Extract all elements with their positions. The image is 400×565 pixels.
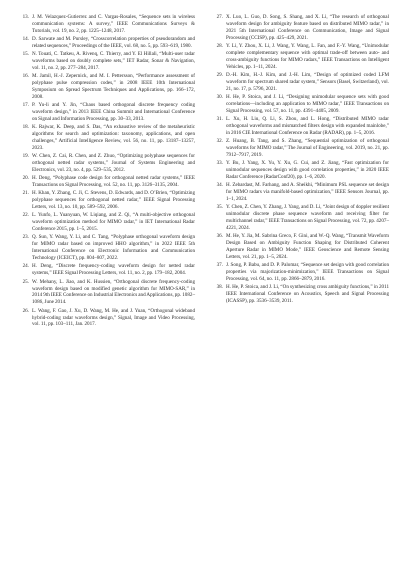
reference-text: N. Touati, C. Tatkeu, A. Rivenq, C. Thierry, and Y. El Hillali, “Multi-user radar waveforms based on doubly complete sets,” IET Radar, Sonar & Navigation, vol. 11, no. 2, pp. 277–284, 2017. [32, 51, 195, 72]
reference-number: 37. [216, 262, 223, 269]
reference-number: 18. [22, 124, 29, 131]
reference-entry [17, 36, 195, 50]
reference-number: 17. [22, 102, 29, 109]
reference-number: 31. [216, 116, 223, 123]
reference-entry [211, 160, 389, 181]
reference-entry [211, 94, 389, 115]
reference-column-left [17, 14, 195, 330]
reference-number: 36. [216, 233, 223, 240]
reference-text: M. Jamil, H.-J. Zepernick, and M. I. Pettersson, “Performance assessment of polyphase pulse compression codes,” in 2008 IEEE 10th International Symposium on Spread Spectrum Techniques and Applications, pp. 166–172, 2008. [32, 73, 195, 101]
reference-number: 21. [22, 190, 29, 197]
reference-text: L. Wang, F. Gao, J. Xu, D. Wang, M. He, and J. Yuan, “Orthogonal wideband hybrid-coding radar waveforms design,” Signal, Image and Video Processing, vol. 11, pp. 103–111, Jan. 2017. [32, 307, 195, 328]
reference-entry [17, 308, 195, 329]
reference-text: P. Yu-li and Y. Jin, “Chaos based orthogonal discrete frequency coding waveform design,” in 2013 IEEE China Summit and International Conference on Signal and Information Processing, pp. 30–33, 2013. [32, 102, 195, 123]
reference-text: D.-H. Kim, H.-J. Kim, and J.-H. Lim, “Design of optimized coded LFM waveform for spectrum shared radar system,” Sensors (Basel, Switzerland), vol. 21, no. 17, p. 5796, 2021. [226, 72, 389, 92]
reference-entry [17, 124, 195, 152]
reference-entry [17, 263, 195, 277]
reference-entry [211, 116, 389, 137]
reference-number: 26. [22, 307, 29, 314]
reference-entry [211, 138, 389, 159]
reference-text: H. Zebardast, M. Farhang, and A. Sheikhi, “Minimum PSL sequence set design for MIMO radars via manifold-based optimization,” IEEE Sensors Journal, pp. 1–1, 2024. [226, 182, 389, 203]
reference-number: 23. [22, 234, 29, 241]
reference-text: Z. Huang, B. Tang, and S. Zhang, “Sequential optimization of orthogonal waveforms for MIMO radar,” The Journal of Engineering, vol. 2019, no. 21, pp. 7912–7917, 2019. [226, 138, 389, 159]
reference-text: W. Chen, Z. Cai, R. Chen, and Z. Zhuo, “Optimizing polyphase sequences for orthogonal netted radar systems,” Journal of Systems Engineering and Electronics, vol. 23, no. 4, pp. 529–535, 2012. [32, 153, 195, 174]
reference-text: H. Khan, Y. Zhang, C. Ji, C. Stevens, D. Edwards, and D. O’Brien, “Optimizing polyphase sequences for orthogonal netted radar,” IEEE Signal Processing Letters, vol. 13, no. 10, pp. 589–592, 2006. [32, 190, 195, 211]
reference-number: 19. [22, 153, 29, 160]
reference-number: 38. [216, 284, 223, 291]
reference-entry [17, 153, 195, 174]
reference-text: D. Sarwate and M. Pursley, “Crosscorrelation properties of pseudorandom and related sequences,” Proceedings of the IEEE, vol. 68, no. 5, pp. 593–619, 1980. [32, 36, 195, 49]
reference-text: Q. Sun, Y. Wang, Y. Li, and C. Tang, “Polyphase orthogonal waveform design for MIMO radar based on improved HHO algorithm,” in 2022 IEEE 5th International Conference on Electronic Information and Communication Technology (ICEICT), pp. 804–807, 2022. [32, 234, 195, 262]
reference-column-right [211, 14, 389, 306]
reference-entry [211, 14, 389, 42]
reference-number: 33. [216, 160, 223, 167]
reference-text: L. Xu, H. Liu, Q. Li, S. Zhou, and L. Hong, “Distributed MIMO radar orthogonal waveforms and mismatched filters design with expanded mainlobe,” in 2016 CIE International Conference on Radar (RADAR), pp. 1–5, 2016. [226, 116, 389, 136]
reference-text: Y. Bu, J. Yang, X. Yu, Y. Xu, G. Cui, and Z. Jiang, “Fast optimization for unimodular sequences design with good correlation properties,” in 2020 IEEE Radar Conference (RadarConf20), pp. 1–6, 2020. [226, 160, 389, 181]
reference-entry [211, 284, 389, 305]
reference-entry [17, 73, 195, 101]
reference-text: K. Rajwar, K. Deep, and S. Das, “An exhaustive review of the metaheuristic algorithms for search and optimization: taxonomy, applications, and open challenges,” Artificial Intelligence Review, vol. 56, no. 11, pp. 13187–13257, 2023. [32, 124, 195, 152]
reference-text: H. Deng, “Discrete frequency-coding waveform design for netted radar systems,” IEEE Signal Processing Letters, vol. 11, no. 2, pp. 179–182, 2004. [32, 263, 195, 277]
reference-entry [17, 102, 195, 123]
reference-number: 29. [216, 72, 223, 78]
reference-number: 14. [22, 36, 29, 43]
reference-entry [211, 72, 389, 93]
reference-text: H. He, P. Stoica, and J. Li, “Designing unimodular sequence sets with good correlations—including an application to MIMO radar,” IEEE Transactions on Signal Processing, vol. 57, no. 11, pp. 4391–4405, 2009. [226, 94, 389, 114]
reference-entry [17, 14, 195, 35]
reference-number: 24. [22, 263, 29, 270]
reference-entry [17, 212, 195, 233]
reference-number: 34. [216, 182, 223, 189]
reference-entry [211, 233, 389, 261]
reference-number: 30. [216, 94, 223, 101]
reference-text: H. He, P. Stoica, and J. Li, “On synthesizing cross ambiguity functions,” in 2011 IEEE International Conference on Acoustics, Speech and Signal Processing (ICASSP), pp. 3536–3539, 2011. [226, 284, 389, 305]
reference-entry [211, 204, 389, 232]
reference-number: 32. [216, 138, 223, 145]
reference-number: 27. [216, 14, 223, 20]
reference-number: 16. [22, 73, 29, 80]
reference-entry [17, 279, 195, 307]
reference-text: W. Mehany, L. Jiao, and K. Hussien, “Orthogonal discrete frequency-coding waveform design based on modified genetic algorithm for MIMO-SAR,” in 2014 9th IEEE Conference on Industrial Electronics and Applications, pp. 1082–1086, June 2014. [32, 278, 195, 306]
reference-number: 20. [22, 175, 29, 182]
reference-entry [211, 182, 389, 203]
reference-text: Y. Chen, Z. Chen, Y. Zhang, J. Yang, and D. Li, “Joint design of doppler resilient unimodular discrete phase sequence waveform and receiving filter for multichannel radar,” IEEE Transactions on Signal Processing, vol. 72, pp. 4207–4221, 2024. [226, 204, 389, 232]
reference-number: 15. [22, 51, 29, 58]
reference-number: 13. [22, 14, 29, 20]
reference-number: 22. [22, 212, 29, 219]
reference-text: J. M. Velazquez-Gutierrez and C. Vargas-Rosales, “Sequence sets in wireless communication systems: A survey,” IEEE Communications Surveys & Tutorials, vol. 19, no. 2, pp. 1225–1248, 2017. [32, 14, 195, 34]
reference-entry [17, 190, 195, 211]
reference-text: Y. Li, Y. Zhou, X. Li, J. Wang, Y. Wang, L. Fan, and F.-Y. Wang, “Unimodular complete complementary sequence with optimal trade-off between auto- and cross-ambiguity functions for MIMO radars,” IEEE Transactions on Intelligent Vehicles, pp. 1–11, 2024. [226, 43, 389, 70]
reference-number: 35. [216, 204, 223, 211]
reference-text: H. Deng, “Polyphase code design for orthogonal netted radar systems,” IEEE Transactions on Signal Processing, vol. 52, no. 11, pp. 3126–3135, 2004. [32, 175, 195, 189]
reference-number: 25. [22, 278, 29, 285]
reference-entry [211, 262, 389, 283]
reference-text: M. He, Y. Jia, M. Sabrina Greco, F. Gini, and W.-Q. Wang, “Transmit Waveform Design Based on Ambiguity Function Shaping for Distributed Coherent Aperture Radar in MIMO Mode,” IEEE Geoscience and Remote Sensing Letters, vol. 21, pp. 1–5, 2024. [226, 233, 389, 261]
reference-text: X. Luo, L. Guo, D. Song, S. Shang, and X. Li, “The research of orthogonal waveform design for ambiguity feature based on distributed MIMO radar,” in 2021 5th International Conference on Communication, Image and Signal Processing (CCISP), pp. 425–429, 2021. [226, 14, 389, 41]
reference-entry [17, 234, 195, 262]
reference-text: L. Yunfo, L. Yuanyuan, W. Liqiang, and Z. Qi, “A multi-objective orthogonal waveform optimization method for MIMO radar,” in IET International Radar Conference 2015, pp. 1–5, 2015. [32, 212, 195, 233]
reference-entry [211, 43, 389, 71]
reference-number: 28. [216, 43, 223, 49]
reference-entry [17, 51, 195, 72]
reference-entry [17, 175, 195, 189]
reference-text: J. Song, P. Babu, and D. P. Palomar, “Sequence set design with good correlation properties via majorization-minimization,” IEEE Transactions on Signal Processing, vol. 64, no. 11, pp. 2866–2879, 2016. [226, 262, 389, 283]
